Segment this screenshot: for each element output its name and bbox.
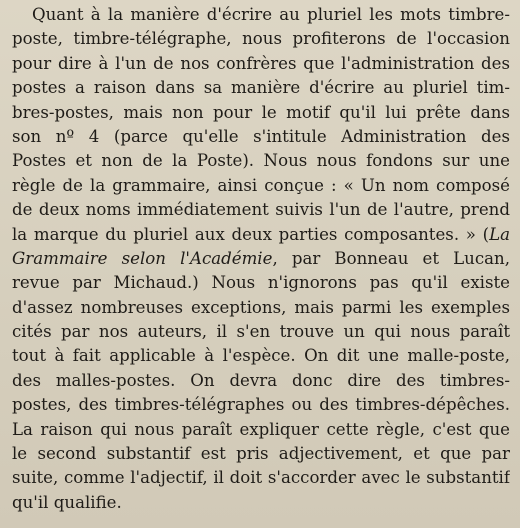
text-line	[12, 52, 510, 76]
text-span: le second substantif est pris adjectivement, et que par	[12, 444, 510, 464]
text-line	[12, 296, 510, 320]
text-span: Quant à la manière d'écrire au pluriel les mots timbre-	[32, 5, 510, 24]
text-span: son nº 4 (parce qu'elle s'intitule Administration des	[12, 126, 510, 146]
text-line	[12, 418, 510, 442]
text-span: postes a raison dans sa manière d'écrire au pluriel tim-	[12, 78, 510, 98]
text-span: la marque du pluriel aux deux parties composantes. » (	[12, 224, 490, 244]
text-line	[12, 442, 510, 466]
text-span: règle de la grammaire, ainsi conçue : « Un nom composé	[12, 175, 510, 195]
text-span: suite, comme l'adjectif, il doit s'accorder avec le substantif	[12, 468, 510, 488]
text-span: des malles-postes. On devra donc dire des timbres-	[12, 370, 510, 390]
text-span: poste, timbre-télégraphe, nous profiterons de l'occasion	[12, 29, 510, 49]
text-line	[12, 223, 510, 247]
text-line	[12, 271, 510, 295]
text-line	[12, 101, 510, 125]
text-span: Postes et non de la Poste). Nous nous fondons sur une	[12, 151, 510, 171]
text-span: revue par Michaud.) Nous n'ignorons pas qu'il existe	[12, 273, 510, 293]
text-span: La raison qui nous paraît expliquer cette règle, c'est que	[12, 419, 510, 439]
text-line	[12, 125, 510, 149]
text-line	[12, 344, 510, 368]
text-span: , par Bonneau et Lucan,	[272, 248, 510, 268]
text-line	[12, 76, 510, 100]
text-span: cités par nos auteurs, il s'en trouve un qui nous paraît	[12, 322, 510, 342]
body-paragraph	[12, 3, 510, 515]
italic-text: Grammaire selon l'Académie	[12, 248, 273, 268]
text-line	[12, 320, 510, 344]
text-line	[12, 247, 510, 271]
text-span: qu'il qualifie.	[12, 492, 122, 512]
text-span: pour dire à l'un de nos confrères que l'administration des	[12, 53, 510, 73]
text-line	[12, 466, 510, 490]
text-span: de deux noms immédiatement suivis l'un de l'autre, prend	[12, 200, 510, 220]
text-line	[12, 198, 510, 222]
text-line	[12, 3, 510, 27]
text-line	[12, 393, 510, 417]
text-span: tout à fait applicable à l'espèce. On dit une malle-poste,	[12, 346, 510, 366]
text-line	[12, 149, 510, 173]
italic-text: La	[489, 224, 510, 244]
text-span: d'assez nombreuses exceptions, mais parmi les exemples	[12, 297, 510, 317]
text-line	[12, 27, 510, 51]
text-span: postes, des timbres-télégraphes ou des timbres-dépêches.	[12, 395, 510, 415]
text-span: bres-postes, mais non pour le motif qu'il lui prête dans	[12, 102, 510, 122]
text-line	[12, 174, 510, 198]
text-line	[12, 491, 510, 515]
text-line	[12, 369, 510, 393]
